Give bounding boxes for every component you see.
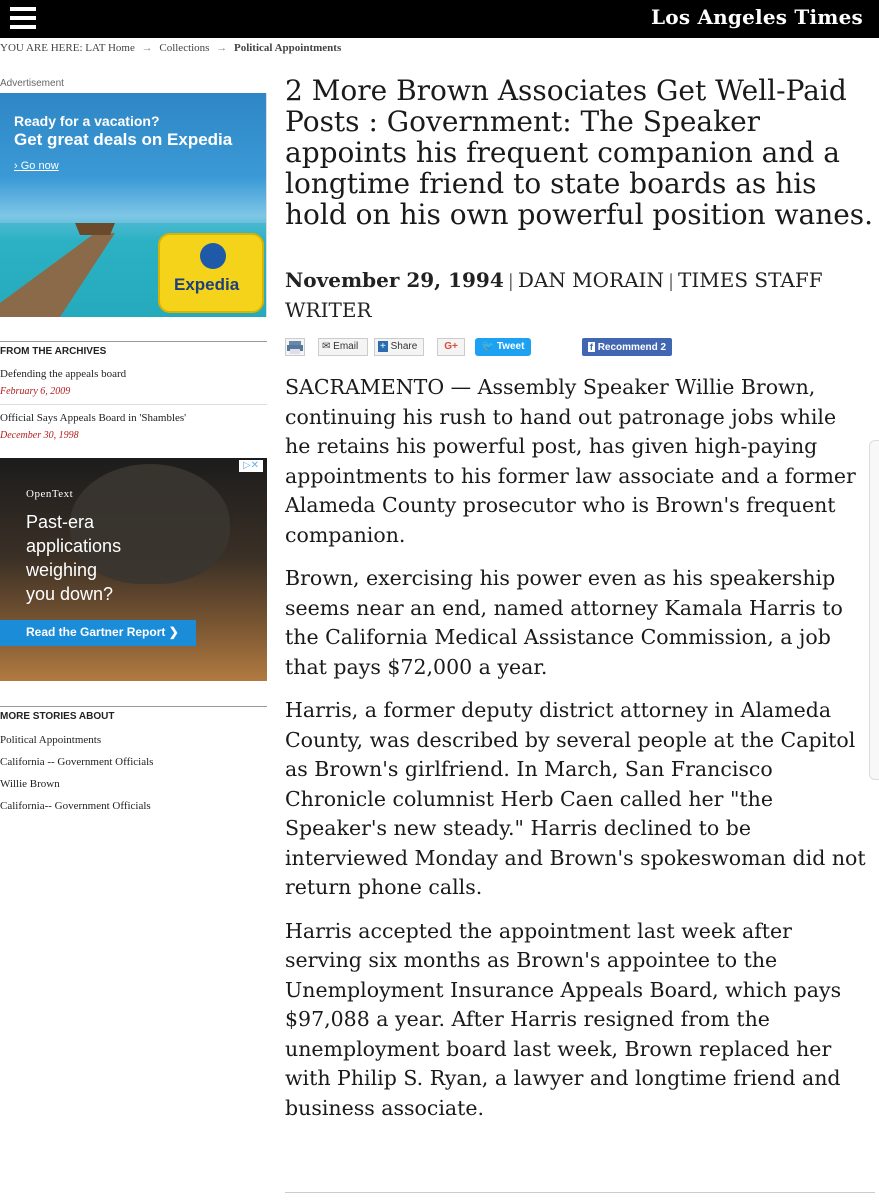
archives-heading: FROM THE ARCHIVES	[0, 341, 267, 357]
ad-label: Advertisement	[0, 78, 64, 89]
tweet-label: Tweet	[496, 341, 525, 352]
breadcrumb	[0, 42, 341, 54]
suitcase-graphic	[158, 233, 264, 313]
twitter-bird-icon: 🐦	[481, 341, 495, 352]
share-bar	[285, 338, 875, 358]
share-button[interactable]	[374, 338, 424, 356]
ad-headline	[26, 510, 121, 606]
ad-line: weighing	[26, 560, 98, 580]
topic-link[interactable]: California-- Government Officials	[0, 800, 151, 812]
ad-line: Ready for a vacation?	[14, 113, 160, 129]
ad-line: you down?	[26, 584, 114, 604]
plane-icon	[200, 243, 226, 269]
ad-brand: Expedia	[174, 275, 240, 294]
gplus-button[interactable]: G+	[437, 338, 465, 356]
more-stories-heading: MORE STORIES ABOUT	[0, 706, 267, 722]
breadcrumb-collections-link[interactable]: Collections	[159, 42, 210, 54]
breadcrumb-prefix: YOU ARE HERE:	[0, 42, 83, 54]
expedia-ad[interactable]	[0, 93, 267, 317]
archive-link[interactable]: Defending the appeals board	[0, 368, 127, 380]
article-headline: 2 More Brown Associates Get Well-Paid Posts : Government: The Speaker appoints his frequent companion and a longtime friend to state boards as his hold on his own powerful position wanes.	[285, 74, 874, 231]
archive-date: December 30, 1998	[0, 430, 79, 441]
article-paragraph: Harris accepted the appointment last week after serving six months as Brown's appointee to the Unemployment Insurance Appeals Board, which pays $97,088 a year. After Harris resigned from the unemployment board last week, Brown replaced her with Philip S. Ryan, a lawyer and longtime friend and business associate.	[285, 918, 842, 1120]
ad-go-link[interactable]: › Go now	[14, 160, 59, 172]
archive-link[interactable]: Official Says Appeals Board in 'Shambles'	[0, 412, 187, 424]
adchoices-icon[interactable]: ▷✕	[239, 460, 263, 472]
ad-line: applications	[26, 536, 122, 556]
archive-date: February 6, 2009	[0, 386, 71, 397]
top-bar	[0, 0, 879, 38]
scroll-handle[interactable]	[869, 440, 879, 780]
email-button[interactable]: ✉ Email	[318, 338, 368, 356]
hamburger-menu-icon[interactable]	[10, 7, 36, 29]
ad-brand: OpenText	[26, 488, 74, 500]
topic-link[interactable]: California -- Government Officials	[0, 756, 154, 768]
facebook-icon: f	[589, 342, 593, 352]
article-paragraph: Harris, a former deputy district attorney in Alameda County, was described by several people at the Capitol as Brown's girlfriend. In March, San Francisco Chronicle columnist Herb Caen called her "the Speaker's new steady." Harris declined to be interviewed Monday and Brown's spokeswoman did not return phone calls.	[285, 698, 866, 899]
divider	[285, 1192, 875, 1193]
recommend-label: Recommend 2	[597, 342, 667, 353]
share-label: Share	[390, 341, 418, 352]
tweet-button[interactable]	[475, 338, 531, 356]
breadcrumb-current-link[interactable]: Political Appointments	[233, 42, 342, 54]
printer-icon	[286, 339, 304, 355]
site-logo[interactable]: Los Angeles Times	[651, 5, 863, 29]
article-date: November 29, 1994	[285, 268, 504, 292]
article-author-role: TIMES STAFF WRITER	[285, 268, 823, 322]
ad-line: Get great deals on Expedia	[14, 130, 233, 149]
topic-link[interactable]: Political Appointments	[0, 734, 102, 746]
article-paragraph: SACRAMENTO — Assembly Speaker Willie Brown, continuing his rush to hand out patronage jobs while he retains his powerful post, has given high-paying appointments to his former law associate and a former Alameda County prosecutor who is Brown's frequent companion.	[285, 375, 856, 547]
article-author[interactable]: DAN MORAIN	[517, 268, 664, 292]
email-label: Email	[333, 341, 359, 352]
print-icon[interactable]	[285, 338, 305, 356]
facebook-recommend-button[interactable]	[582, 338, 672, 356]
divider	[0, 404, 267, 405]
article-body	[285, 373, 867, 1137]
gartner-report-button[interactable]: Read the Gartner Report ❯	[0, 620, 196, 646]
article-paragraph: Brown, exercising his power even as his speakership seems near an end, named attorney Kamala Harris to the California Medical Assistance Commission, a job that pays $72,000 a year.	[285, 566, 843, 679]
ad-go-label: Go now	[20, 160, 59, 172]
ad-line: Past-era	[26, 512, 95, 532]
breadcrumb-arrow-icon: →	[141, 42, 153, 54]
breadcrumb-arrow-icon: →	[216, 42, 228, 54]
topic-link[interactable]: Willie Brown	[0, 778, 60, 790]
breadcrumb-home-link[interactable]: LAT Home	[85, 42, 135, 54]
opentext-ad[interactable]	[0, 458, 267, 681]
article-dateline: November 29, 1994 | DAN MORAIN | TIMES STAFF WRITER	[285, 268, 823, 322]
plus-icon: +	[380, 341, 386, 352]
